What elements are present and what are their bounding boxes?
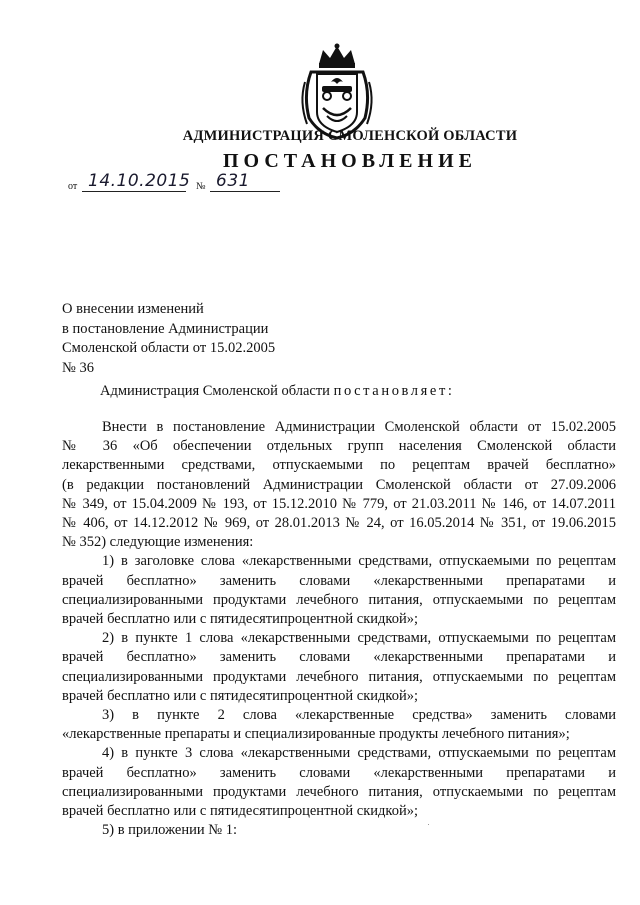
- body-line: врачей бесплатно или с пятидесятипроцентной скидкой»;: [62, 803, 419, 820]
- body-line: лекарственными средствами, отпускаемыми по рецептам врачей бесплатно»: [62, 457, 616, 474]
- body-line: (в редакции постановлений Администрации Смоленской области от 27.09.2006: [62, 476, 616, 493]
- body-line: «лекарственные препараты и специализированные продукты лечебного питания»;: [62, 726, 570, 743]
- decree-verb: постановляет:: [333, 383, 455, 399]
- date-label: от: [68, 181, 78, 192]
- date-underline: [82, 191, 186, 192]
- body-line: врачей бесплатно» заменить словами «лекарственными препаратами и: [62, 764, 616, 781]
- body-line: Внести в постановление Администрации Смоленской области от 15.02.2005: [102, 419, 616, 435]
- body-line: 1) в заголовке слова «лекарственными средствами, отпускаемыми по рецептам: [102, 553, 616, 570]
- smolensk-coat-of-arms-icon: [297, 42, 377, 140]
- scan-speck: [428, 824, 429, 825]
- body-line: врачей бесплатно» заменить словами «лекарственными препаратами и: [62, 572, 616, 589]
- body-line: врачей бесплатно или с пятидесятипроцентной скидкой»;: [62, 611, 419, 628]
- body-line: специализированными продуктами лечебного питания, отпускаемыми по рецептам: [62, 668, 616, 685]
- number-underline: [210, 191, 280, 192]
- document-subject: [62, 300, 362, 378]
- document-type-title: ПОСТАНОВЛЕНИЕ: [223, 150, 477, 172]
- body-line: 5) в приложении № 1:: [102, 822, 237, 839]
- body-line: 3) в пункте 2 слова «лекарственные средства» заменить словами: [102, 707, 616, 724]
- subject-line: в постановление Администрации: [62, 320, 269, 337]
- body-line: специализированными продуктами лечебного питания, отпускаемыми по рецептам: [62, 591, 616, 608]
- body-line: № 349, от 15.04.2009 № 193, от 15.12.2010 № 779, от 21.03.2011 № 146, от 14.07.2011: [62, 495, 616, 512]
- body-line: врачей бесплатно» заменить словами «лекарственными препаратами и: [62, 649, 616, 666]
- date-handwritten: 14.10.2015: [88, 171, 191, 191]
- number-handwritten: 631: [216, 171, 250, 191]
- body-line: 4) в пункте 3 слова «лекарственными средствами, отпускаемыми по рецептам: [102, 745, 616, 762]
- subject-line: № 36: [62, 359, 94, 376]
- organization-name: АДМИНИСТРАЦИЯ СМОЛЕНСКОЙ ОБЛАСТИ: [182, 128, 518, 144]
- body-line: № 352) следующие изменения:: [62, 534, 254, 551]
- decree-statement: [100, 383, 455, 400]
- body-line: врачей бесплатно или с пятидесятипроцентной скидкой»;: [62, 687, 419, 704]
- subject-line: Смоленской области от 15.02.2005: [62, 340, 276, 356]
- body-line: № 406, от 14.12.2012 № 969, от 28.01.2013 № 24, от 16.05.2014 № 351, от 19.06.2015: [62, 515, 616, 532]
- subject-line: О внесении изменений: [62, 301, 204, 317]
- body-line: 2) в пункте 1 слова «лекарственными средствами, отпускаемыми по рецептам: [102, 630, 616, 647]
- body-line: специализированными продуктами лечебного питания, отпускаемыми по рецептам: [62, 783, 616, 800]
- body-line: № 36 «Об обеспечении отдельных групп населения Смоленской области: [62, 438, 616, 455]
- registration-line: [68, 170, 288, 194]
- decree-prefix: Администрация Смоленской области: [100, 383, 330, 399]
- number-label: №: [196, 181, 206, 192]
- document-body: [62, 418, 616, 840]
